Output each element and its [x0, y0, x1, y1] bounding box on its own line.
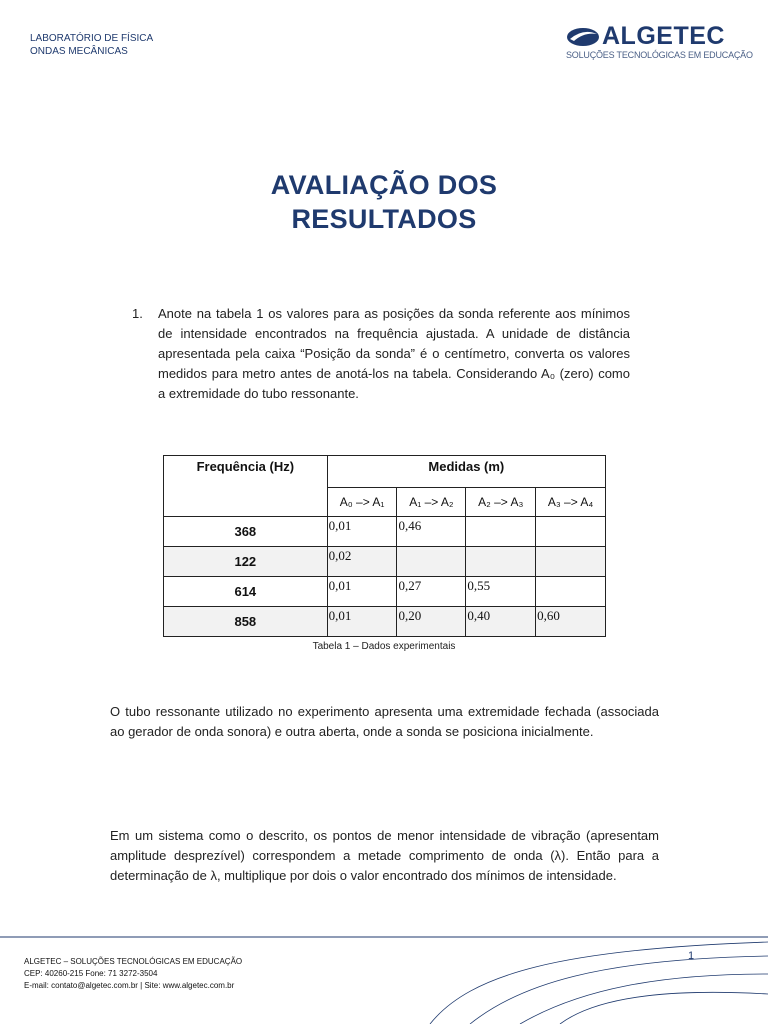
paragraph-wavelength: Em um sistema como o descrito, os pontos de menor intensidade de vibração (apresentam amplitude desprezível) correspondem a metade comprimento de onda (λ). Então para a determinação de λ, multiplique por dois o valor encontrado dos mínimos de intensidade.: [110, 828, 659, 883]
measure-cell: [536, 547, 606, 577]
logo-swoosh-icon: [566, 26, 600, 48]
measure-cell: 0,40: [466, 607, 536, 637]
footer-contact: [24, 956, 242, 992]
header-subject-label: ONDAS MECÂNICAS: [30, 46, 128, 57]
measure-cell: [466, 547, 536, 577]
question-number: 1.: [132, 306, 143, 321]
results-table: [163, 455, 606, 637]
logo-tagline: SOLUÇÕES TECNOLÓGICAS EM EDUCAÇÃO: [566, 50, 753, 60]
subheader-a3-a4: A₃ –> A₄: [536, 488, 606, 517]
measure-cell: 0,46: [397, 517, 466, 547]
table-caption: Tabela 1 – Dados experimentais: [312, 641, 456, 652]
measure-cell: 0,20: [397, 607, 466, 637]
table-row: [164, 547, 606, 577]
page-title-line1: AVALIAÇÃO DOS: [270, 170, 498, 200]
measure-cell: [536, 577, 606, 607]
header-frequency: Frequência (Hz): [164, 456, 328, 517]
footer-email-site: E-mail: contato@algetec.com.br | Site: www.algetec.com.br: [24, 981, 235, 990]
measure-cell: 0,01: [327, 517, 397, 547]
measure-cell: 0,02: [327, 547, 397, 577]
subheader-a1-a2: A₁ –> A₂: [397, 488, 466, 517]
table-row: [164, 577, 606, 607]
paragraph-tube-description: O tubo ressonante utilizado no experimento apresenta uma extremidade fechada (associada ao gerador de onda sonora) e outra aberta, onde a sonda se posiciona inicialmente.: [110, 704, 659, 739]
question-text: Anote na tabela 1 os valores para as posições da sonda referente aos mínimos de intensidade encontrados na frequência ajustada. A unidade de distância apresentada pela caixa “Posição da sonda” é o centímetro, converta os valores medidos para metro antes de anotá-los na tabela. Considerando A₀ (zero) como a extremidade do tubo ressonante.: [158, 306, 630, 401]
footer-company: ALGETEC – SOLUÇÕES TECNOLÓGICAS EM EDUCAÇÃO: [24, 957, 243, 966]
page-title: [0, 168, 768, 236]
page-number: 1: [688, 950, 695, 962]
measure-cell: 0,55: [466, 577, 536, 607]
subheader-a2-a3: A₂ –> A₃: [466, 488, 536, 517]
table-row: [164, 607, 606, 637]
measure-cell: [536, 517, 606, 547]
measure-cell: [397, 547, 466, 577]
table-row: [164, 517, 606, 547]
header-lab-label: LABORATÓRIO DE FÍSICA: [30, 33, 154, 44]
subheader-a0-a1: A₀ –> A₁: [327, 488, 397, 517]
measure-cell: 0,60: [536, 607, 606, 637]
measure-cell: [466, 517, 536, 547]
footer-address: CEP: 40260-215 Fone: 71 3272-3504: [24, 969, 158, 978]
frequency-cell: 614: [164, 577, 328, 607]
document-header: [30, 32, 153, 58]
page-title-line2: RESULTADOS: [291, 204, 477, 234]
logo-wordmark: ALGETEC: [602, 22, 725, 50]
measure-cell: 0,27: [397, 577, 466, 607]
header-measures: Medidas (m): [327, 456, 605, 488]
measure-cell: 0,01: [327, 577, 397, 607]
frequency-cell: 122: [164, 547, 328, 577]
algetec-logo: [566, 22, 753, 64]
frequency-cell: 368: [164, 517, 328, 547]
frequency-cell: 858: [164, 607, 328, 637]
question-1: [132, 304, 630, 404]
measure-cell: 0,01: [327, 607, 397, 637]
